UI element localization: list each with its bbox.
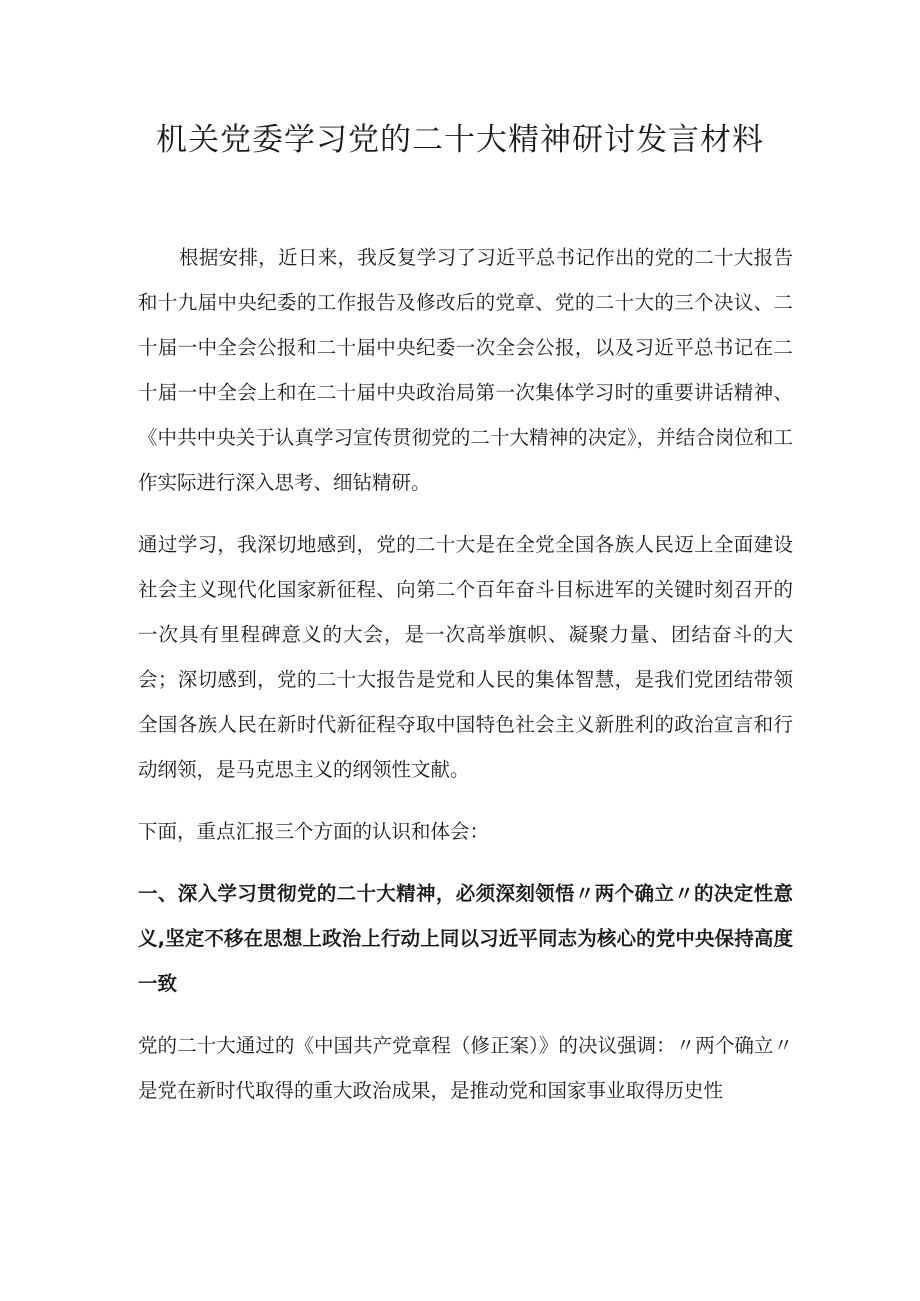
paragraph-intro: 根据安排，近日来，我反复学习了习近平总书记作出的党的二十大报告和十九届中央纪委的工作报告及修改后的党章、党的二十大的三个决议、二十届一中全会公报和二十届中央纪委一次全会公报，以及习近平总书记在二十届一中全会上和在二十届中央政治局第一次集体学习时的重要讲话精神、《中共中央关于认真学习宣传贯彻党的二十大精神的决定》，并结合岗位和工作实际进行深入思考、细钻精研。	[138, 246, 793, 494]
paragraph-overview: 下面，重点汇报三个方面的认识和体会：	[138, 820, 490, 843]
paragraph-feelings: 通过学习，我深切地感到，党的二十大是在全党全国各族人民迈上全面建设社会主义现代化国家新征程、向第二个百年奋斗目标进军的关键时刻召开的一次具有里程碑意义的大会，是一次高举旗帜、凝聚力量、团结奋斗的大会；深切感到，党的二十大报告是党和人民的集体智慧，是我们党团结带领全国各族人民在新时代新征程夺取中国特色社会主义新胜利的政治宣言和行动纲领，是马克思主义的纲领性文献。	[138, 533, 793, 781]
paragraph-gap	[138, 792, 793, 809]
document-body	[138, 235, 793, 1113]
paragraph-gap	[138, 1006, 793, 1023]
document-title: 机关党委学习党的二十大精神研讨发言材料	[156, 122, 764, 158]
paragraph-gap	[138, 854, 793, 871]
paragraph-gap	[138, 505, 793, 522]
section-heading-1: 一、深入学习贯彻党的二十大精神，必须深刻领悟〃两个确立〃的决定性意义,坚定不移在思想上政治上行动上同以习近平同志为核心的党中央保持高度一致	[138, 882, 793, 995]
section-1-paragraph: 党的二十大通过的《中国共产党章程（修正案）》的决议强调：〃两个确立〃是党在新时代取得的重大政治成果，是推动党和国家事业取得历史性	[138, 1034, 793, 1102]
